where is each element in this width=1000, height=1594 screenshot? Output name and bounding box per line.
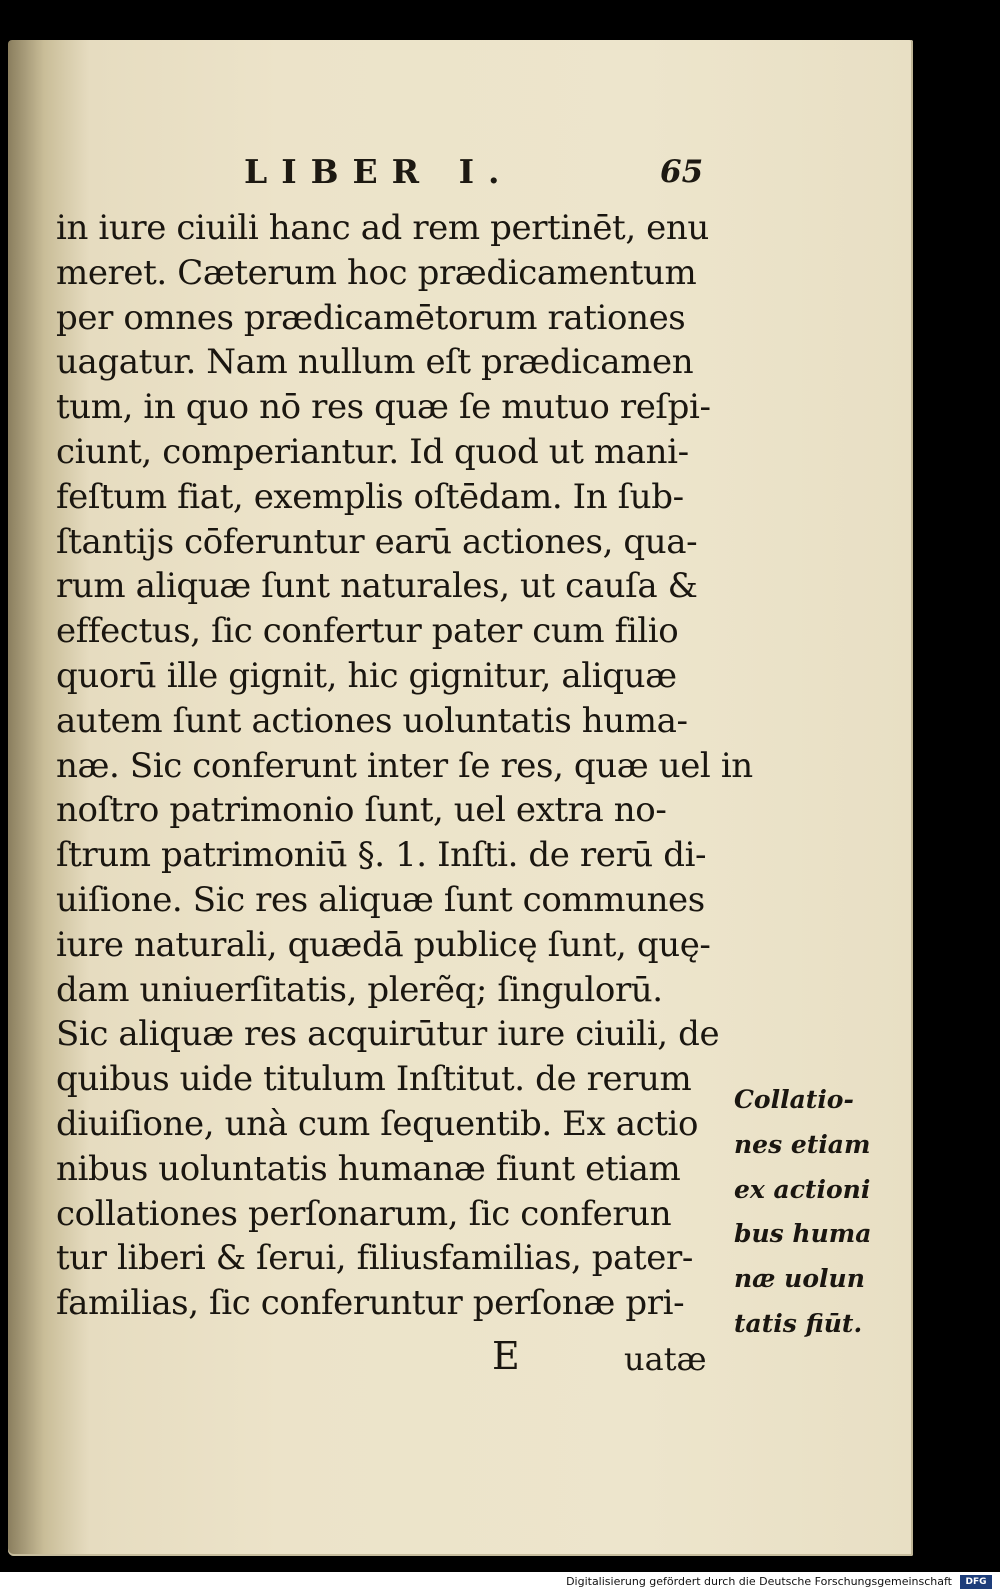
text-line: ciunt, comperiantur. Id quod ut mani-: [56, 431, 689, 472]
marginal-note-line: nes etiam: [734, 1129, 871, 1159]
text-line: tum, in quo nō res quæ ſe mutuo reſpi-: [56, 387, 711, 428]
running-head: LIBER I.: [244, 152, 514, 191]
marginal-note-line: Collatio-: [734, 1085, 854, 1114]
signature-mark: E: [492, 1334, 520, 1378]
text-line: feſtum fiat, exemplis oſtēdam. In ſub-: [56, 476, 684, 517]
marginal-note: [734, 1078, 871, 1347]
text-line: uiſione. Sic res aliquæ ſunt communes: [56, 879, 705, 920]
page-number: 65: [660, 154, 704, 190]
text-line: noſtro patrimonio ſunt, uel extra no-: [56, 790, 667, 831]
text-line: diuiſione, unà cum ſequentib. Ex actio: [56, 1103, 699, 1144]
text-line: rum aliquæ ſunt naturales, ut cauſa &: [56, 566, 698, 607]
text-line: ſtrum patrimoniū §. 1. Inſti. de rerū di-: [56, 835, 707, 876]
dfg-logo-icon: DFG: [960, 1575, 992, 1589]
text-line: quibus uide titulum Inſtitut. de rerum: [56, 1059, 692, 1100]
marginal-note-line: næ uolun: [734, 1264, 865, 1294]
text-line: tur liberi & ſerui, filiusfamilias, pater-: [56, 1238, 693, 1279]
book-page: [8, 40, 913, 1556]
text-line: collationes perſonarum, ſic conferun: [56, 1193, 672, 1234]
marginal-note-line: bus huma: [734, 1219, 872, 1249]
text-line: Sic aliquæ res acquirūtur iure ciuili, de: [56, 1014, 720, 1055]
text-line: meret. Cæterum hoc prædicamentum: [56, 252, 697, 293]
text-line: effectus, ſic confertur pater cum filio: [56, 611, 679, 652]
text-line: nibus uoluntatis humanæ fiunt etiam: [56, 1148, 681, 1189]
text-line: uagatur. Nam nullum eſt prædicamen: [56, 342, 694, 383]
marginal-note-line: ex actioni: [734, 1174, 871, 1204]
text-line: dam uniuerſitatis, plerẽq; ſingulorū.: [56, 969, 663, 1010]
body-text: [56, 206, 753, 1326]
text-line: per omnes prædicamētorum rationes: [56, 297, 686, 338]
text-line: autem ſunt actiones uoluntatis huma-: [56, 700, 688, 741]
text-line: iure naturali, quædā publicę ſunt, quę-: [56, 924, 711, 965]
marginal-note-line: tatis fiūt.: [734, 1308, 863, 1338]
text-line: familias, ſic conferuntur perſonæ pri-: [56, 1283, 685, 1324]
text-line: in iure ciuili hanc ad rem pertinēt, enu: [56, 208, 709, 248]
catchword: uatæ: [624, 1340, 707, 1378]
footer-credit: Digitalisierung gefördert durch die Deutsche Forschungsgemeinschaft: [566, 1575, 952, 1588]
text-line: ſtantijs cōferuntur earū actiones, qua-: [56, 521, 698, 562]
text-line: næ. Sic conferunt inter ſe res, quæ uel in: [56, 745, 753, 786]
text-line: quorū ille gignit, hic gignitur, aliquæ: [56, 655, 677, 696]
